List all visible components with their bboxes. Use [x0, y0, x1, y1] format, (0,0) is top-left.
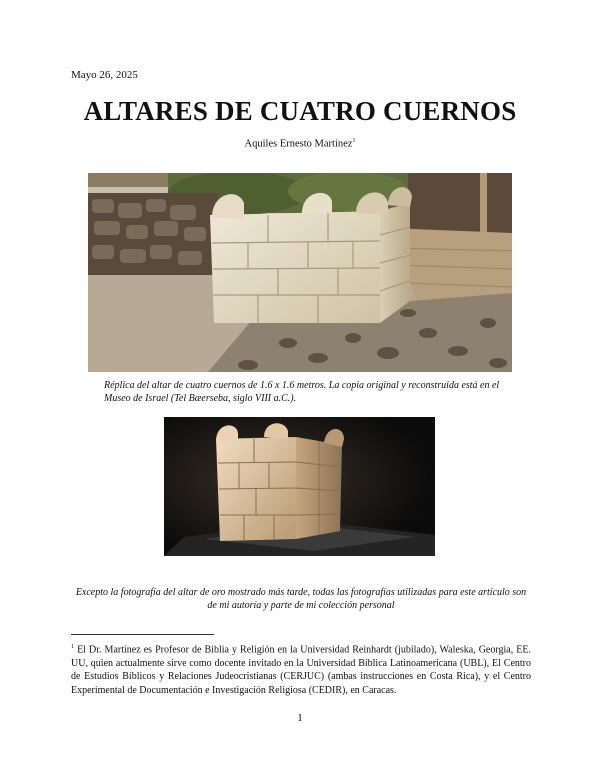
altar-replica-photo — [88, 173, 512, 372]
footnote-separator — [71, 634, 214, 635]
article-title: ALTARES DE CUATRO CUERNOS — [83, 96, 517, 126]
author-line — [0, 138, 600, 150]
footnote-mark: 1 — [71, 644, 74, 650]
footnote-text: El Dr. Martínez es Profesor de Biblia y Religión en la Universidad Reinhardt (jubilado), Waleska, Georgia, EE. UU, quien actualmente sirve como docente invitado en la Universidad Bíblica Latinoamericana (UBL), El Centro de Estudios Bíblicos y Relaciones Judeocristianas (CERJUC) (ambas instrucciones en Costa Rica), y el Centro Experimental de Documentación e Investigación Religiosa (CEDIR), en Caracas. — [71, 644, 532, 696]
altar-museum-photo — [164, 417, 435, 556]
author-footnote-mark: 1 — [352, 138, 356, 144]
page-number: 1 — [297, 712, 303, 724]
photo-credit-note: Excepto la fotografía del altar de oro mostrado más tarde, todas las fotografías utilizadas para este artículo son de mi autoría y parte de mi colección personal — [75, 587, 527, 611]
figure1-caption: Réplica del altar de cuatro cuernos de 1.6 x 1.6 metros. La copia original y reconstruida está en el Museo de Israel (Tel Bæerseba, siglo VIII a.C.). — [104, 380, 500, 404]
author-name: Aquiles Ernesto Martínez — [244, 138, 353, 150]
footnote — [71, 641, 531, 697]
date: Mayo 26, 2025 — [71, 69, 138, 81]
